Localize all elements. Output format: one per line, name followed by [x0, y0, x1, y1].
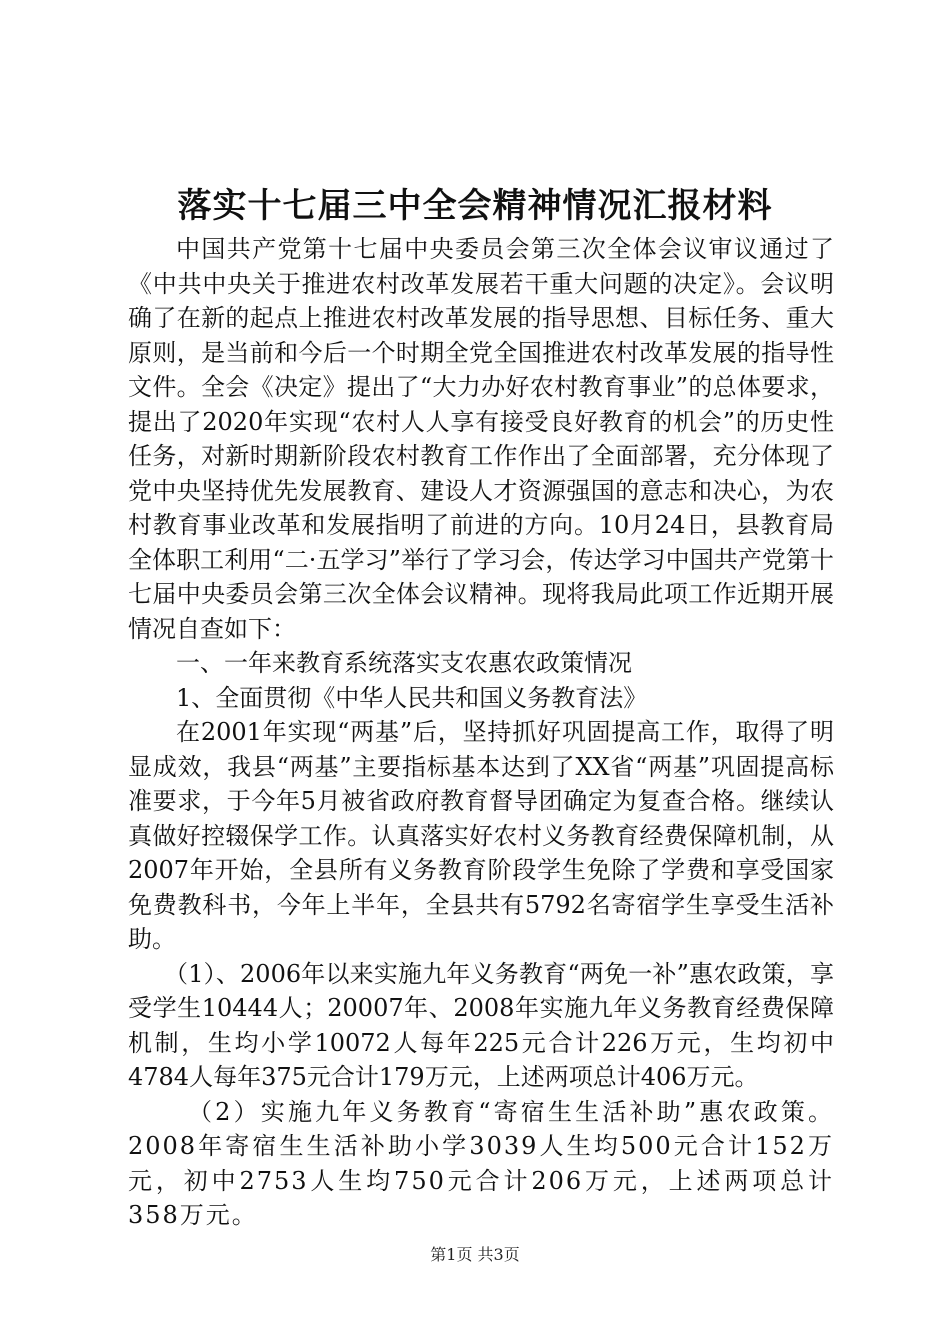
page-number-footer: 第1页 共3页: [430, 1245, 520, 1264]
document-body: [128, 232, 834, 1233]
paragraph-consolidation: 在2001年实现“两基”后，坚持抓好巩固提高工作，取得了明显成效，我县“两基”主要指标基本达到了XX省“两基”巩固提高标准要求，于今年5月被省政府教育督导团确定为复查合格。继续认真做好控辍保学工作。认真落实好农村义务教育经费保障机制，从2007年开始，全县所有义务教育阶段学生免除了学费和享受国家免费教科书，今年上半年，全县共有5792名寄宿学生享受生活补助。: [128, 718, 834, 953]
paragraph-item-2: （2）实施九年义务教育“寄宿生生活补助”惠农政策。2008年寄宿生生活补助小学3039人生均500元合计152万元，初中2753人生均750元合计206万元，上述两项总计358万元。: [128, 1097, 834, 1229]
paragraph-intro: 中国共产党第十七届中央委员会第三次全体会议审议通过了《中共中央关于推进农村改革发展若干重大问题的决定》。会议明确了在新的起点上推进农村改革发展的指导思想、目标任务、重大原则，是当前和今后一个时期全党全国推进农村改革发展的指导性文件。全会《决定》提出了“大力办好农村教育事业”的总体要求，提出了2020年实现“农村人人享有接受良好教育的机会”的历史性任务，对新时期新阶段农村教育工作作出了全面部署，充分体现了党中央坚持优先发展教育、建设人才资源强国的意志和决心，为农村教育事业改革和发展指明了前进的方向。10月24日，县教育局全体职工利用“二·五学习”举行了学习会，传达学习中国共产党第十七届中央委员会第三次全体会议精神。现将我局此项工作近期开展情况自查如下：: [128, 235, 834, 643]
subsection-heading: 1、全面贯彻《中华人民共和国义务教育法》: [176, 683, 648, 712]
paragraph-item-1: （1）、2006年以来实施九年义务教育“两免一补”惠农政策，享受学生10444人；20007年、2008年实施九年义务教育经费保障机制，生均小学10072人每年225元合计226万元，生均初中4784人每年375元合计179万元，上述两项总计406万元。: [128, 959, 834, 1091]
section-heading: 一、一年来教育系统落实支农惠农政策情况: [176, 649, 632, 677]
document-title: 落实十七届三中全会精神情况汇报材料: [177, 186, 773, 226]
